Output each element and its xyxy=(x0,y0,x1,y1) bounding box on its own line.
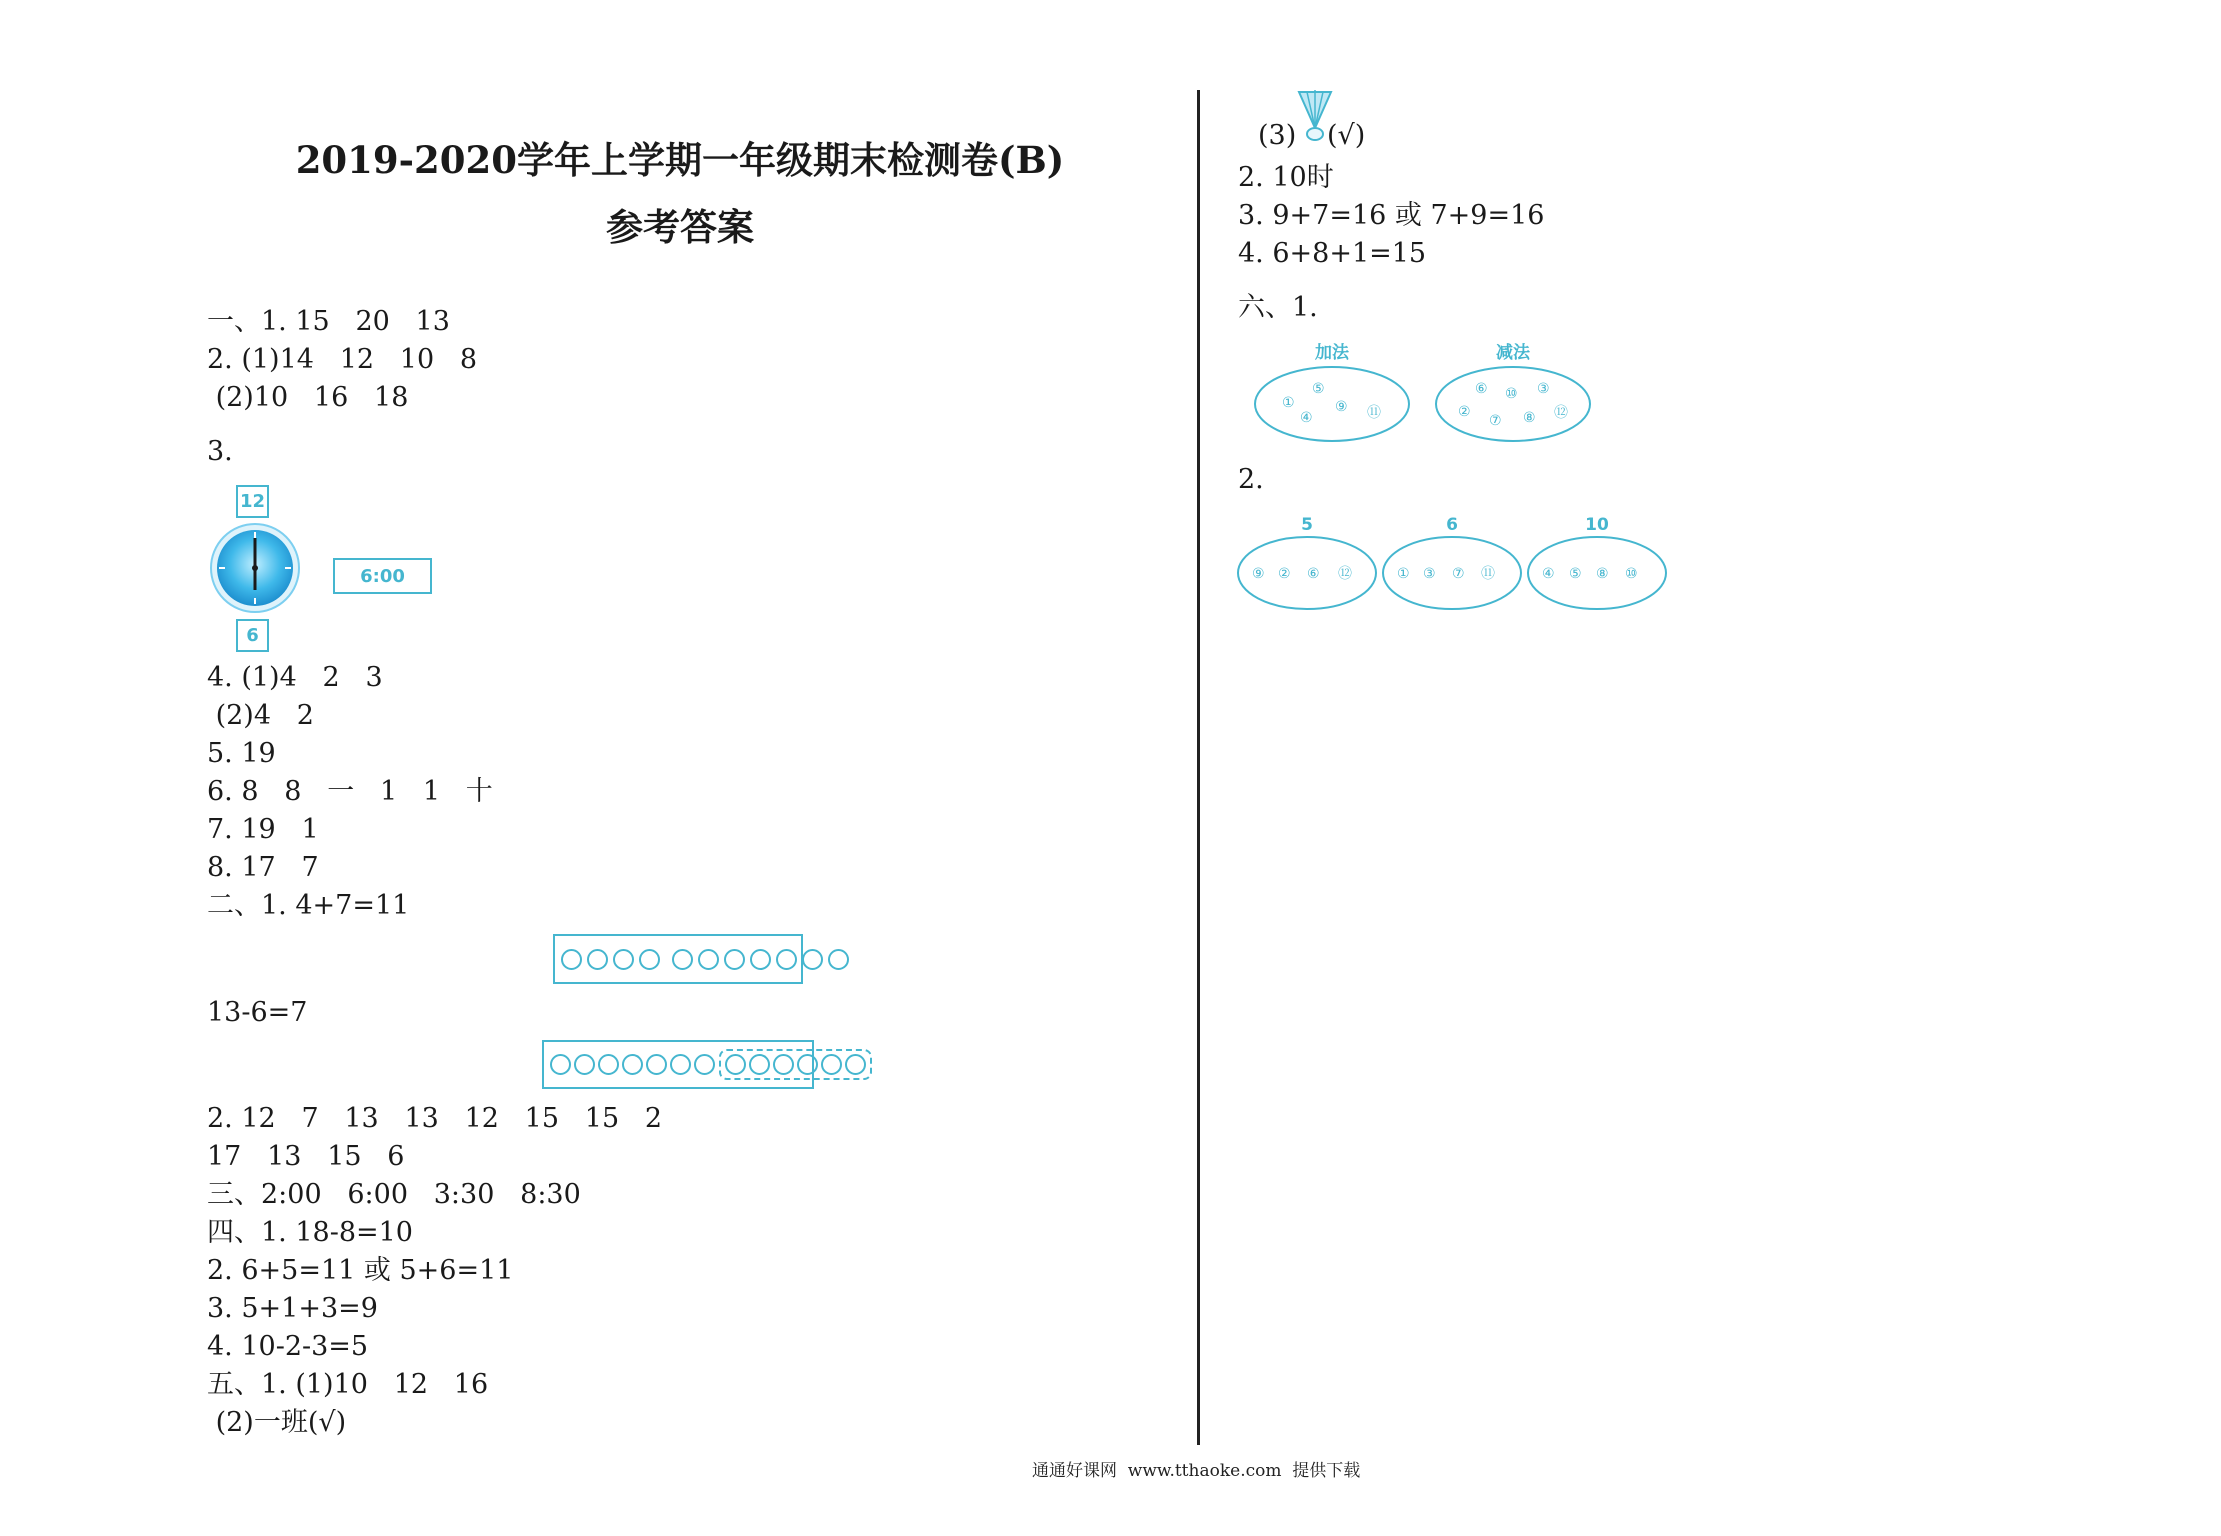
footer-text: 通通好课网 www.tthaoke.com 提供下载 xyxy=(1032,1461,1361,1481)
circle-group xyxy=(672,949,849,970)
counter-circle xyxy=(773,1054,794,1075)
group-item: ⑥ xyxy=(1475,381,1488,397)
sorting-diagram-1 xyxy=(1250,332,1610,447)
counter-circle xyxy=(574,1054,595,1075)
group-item: ⑤ xyxy=(1569,566,1582,582)
counter-circle xyxy=(622,1054,643,1075)
group-item: ① xyxy=(1282,395,1295,411)
clock-top-box: 12 xyxy=(236,485,269,518)
answer-line: 一、1. 15 20 13 xyxy=(207,306,450,337)
time-box: 6:00 xyxy=(333,558,432,594)
answer-line: 4. 6+8+1=15 xyxy=(1238,238,1427,269)
clock-icon xyxy=(209,522,301,614)
group-item: ③ xyxy=(1537,381,1550,397)
counter-circle xyxy=(828,949,849,970)
counter-circle xyxy=(776,949,797,970)
answer-line: (2)4 2 xyxy=(207,700,314,731)
sorting-diagram-2 xyxy=(1235,508,1675,618)
answer-line: 17 13 15 6 xyxy=(207,1141,405,1172)
answer-line: 五、1. (1)10 12 16 xyxy=(207,1369,489,1400)
column-divider xyxy=(1197,90,1200,1445)
clock-bottom-box: 6 xyxy=(236,619,269,652)
answer-line: 3. 5+1+3=9 xyxy=(207,1293,378,1324)
counter-circle xyxy=(587,949,608,970)
answer-line: (√) xyxy=(1327,120,1366,151)
group-label: 10 xyxy=(1585,515,1609,535)
answer-line: 六、1. xyxy=(1238,292,1318,323)
answer-line: 2. 10时 xyxy=(1238,162,1334,193)
crossed-out-group xyxy=(719,1049,872,1080)
answer-line: 三、2:00 6:00 3:30 8:30 xyxy=(207,1179,581,1210)
answer-line: 6. 8 8 一 1 1 十 xyxy=(207,776,493,807)
counter-circle xyxy=(694,1054,715,1075)
group-item: ⑨ xyxy=(1335,399,1348,415)
counter-circle xyxy=(613,949,634,970)
group-item: ① xyxy=(1397,566,1410,582)
answer-line: 二、1. 4+7=11 xyxy=(207,890,410,921)
group-item: ⑩ xyxy=(1625,566,1638,582)
group-item: ② xyxy=(1278,566,1291,582)
answer-line: 3. xyxy=(207,436,233,467)
answer-line: 四、1. 18-8=10 xyxy=(207,1217,413,1248)
group-item: ⑪ xyxy=(1367,405,1381,421)
group-item: ④ xyxy=(1300,410,1313,426)
answer-line: 8. 17 7 xyxy=(207,852,319,883)
answer-line: 2. 12 7 13 13 12 15 15 2 xyxy=(207,1103,663,1134)
answer-line: 2. (1)14 12 10 8 xyxy=(207,344,478,375)
answer-line: 4. 10-2-3=5 xyxy=(207,1331,369,1362)
addition-circles-box xyxy=(553,934,803,984)
group-item: ⑥ xyxy=(1307,566,1320,582)
counter-circle xyxy=(550,1054,571,1075)
answer-line: (2)10 16 18 xyxy=(207,382,409,413)
counter-circle xyxy=(672,949,693,970)
group-item: ⑩ xyxy=(1505,386,1518,402)
counter-circle xyxy=(639,949,660,970)
group-item: ③ xyxy=(1423,566,1436,582)
answer-line: (2)一班(√) xyxy=(207,1407,347,1438)
group-item: ⑫ xyxy=(1338,566,1352,582)
counter-circle xyxy=(802,949,823,970)
group-item: ⑤ xyxy=(1312,381,1325,397)
group-label: 加法 xyxy=(1315,343,1349,363)
subtraction-circles-box xyxy=(542,1040,814,1089)
circle-group xyxy=(550,1054,715,1075)
group-item: ⑧ xyxy=(1523,410,1536,426)
answer-line: 5. 19 xyxy=(207,738,276,769)
counter-circle xyxy=(670,1054,691,1075)
group-item: ⑦ xyxy=(1452,566,1465,582)
counter-circle xyxy=(598,1054,619,1075)
answer-line: 13-6=7 xyxy=(207,997,308,1028)
counter-circle xyxy=(698,949,719,970)
group-item: ⑪ xyxy=(1481,566,1495,582)
group-item: ② xyxy=(1458,404,1471,420)
counter-circle xyxy=(724,949,745,970)
counter-circle xyxy=(845,1054,866,1075)
counter-circle xyxy=(561,949,582,970)
counter-circle xyxy=(821,1054,842,1075)
group-item: ⑧ xyxy=(1596,566,1609,582)
group-label: 6 xyxy=(1446,515,1458,535)
counter-circle xyxy=(725,1054,746,1075)
group-item: ⑫ xyxy=(1554,405,1568,421)
counter-circle xyxy=(750,949,771,970)
group-label: 减法 xyxy=(1496,343,1530,363)
counter-circle xyxy=(797,1054,818,1075)
answer-line: 4. (1)4 2 3 xyxy=(207,662,383,693)
answer-line: 2. 6+5=11 或 5+6=11 xyxy=(207,1255,514,1286)
counter-circle xyxy=(749,1054,770,1075)
page-title: 2019-2020学年上学期一年级期末检测卷(B) xyxy=(295,138,1065,182)
answer-line: 7. 19 1 xyxy=(207,814,319,845)
group-item: ④ xyxy=(1542,566,1555,582)
group-ellipse xyxy=(1255,367,1409,441)
group-item: ⑨ xyxy=(1252,566,1265,582)
group-item: ⑦ xyxy=(1489,413,1502,429)
page-subtitle: 参考答案 xyxy=(606,205,754,249)
group-label: 5 xyxy=(1301,515,1313,535)
answer-line: (3) xyxy=(1258,120,1297,151)
circle-group xyxy=(561,949,660,970)
counter-circle xyxy=(646,1054,667,1075)
answer-line: 2. xyxy=(1238,464,1264,495)
answer-line: 3. 9+7=16 或 7+9=16 xyxy=(1238,200,1545,231)
